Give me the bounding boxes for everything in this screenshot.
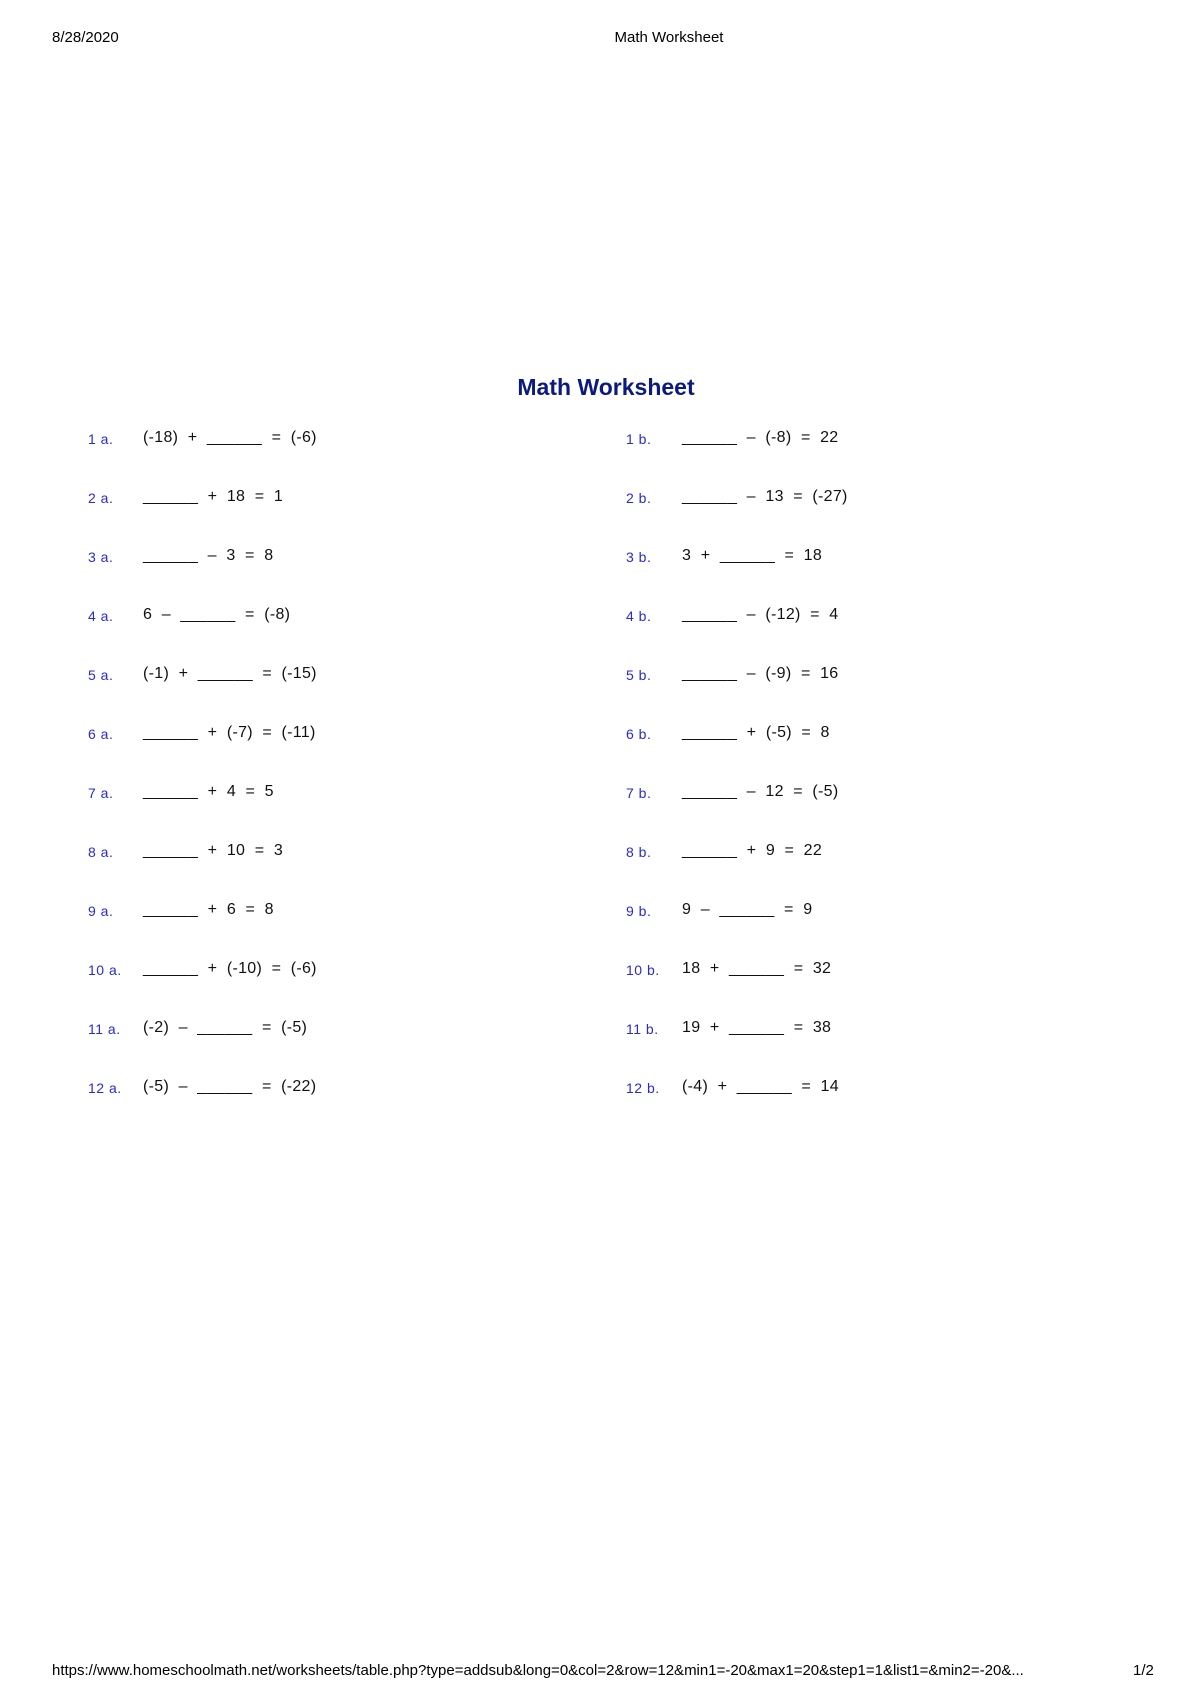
problem-row	[0, 1018, 1200, 1048]
problem-row	[0, 546, 1200, 576]
problem-number: 7 b.	[626, 785, 652, 801]
problem-number: 11 b.	[626, 1021, 659, 1037]
problem-number: 6 a.	[88, 726, 114, 742]
problem-number: 5 b.	[626, 667, 652, 683]
problem-equation: (-18) + ______ = (-6)	[143, 429, 317, 446]
problem-number: 4 b.	[626, 608, 652, 624]
problem-number: 1 a.	[88, 431, 114, 447]
problem-number: 8 a.	[88, 844, 114, 860]
problem-row	[0, 487, 1200, 517]
problem-row	[0, 900, 1200, 930]
problem-equation: 3 + ______ = 18	[682, 547, 823, 564]
problem-equation: ______ + (-5) = 8	[682, 724, 830, 741]
problem-equation: (-2) – ______ = (-5)	[143, 1019, 308, 1036]
problem-row	[0, 841, 1200, 871]
problem-number: 1 b.	[626, 431, 652, 447]
problem-equation: (-5) – ______ = (-22)	[143, 1078, 317, 1095]
problem-equation: (-1) + ______ = (-15)	[143, 665, 317, 682]
problem-number: 4 a.	[88, 608, 114, 624]
problem-row	[0, 664, 1200, 694]
print-header-title: Math Worksheet	[614, 29, 724, 46]
problem-number: 10 b.	[626, 962, 660, 978]
problem-row	[0, 782, 1200, 812]
problem-equation: ______ – (-12) = 4	[682, 606, 839, 623]
problem-number: 12 b.	[626, 1080, 660, 1096]
problem-row	[0, 605, 1200, 635]
problem-number: 9 b.	[626, 903, 652, 919]
problem-equation: ______ + 10 = 3	[143, 842, 284, 859]
print-date: 8/28/2020	[52, 29, 119, 46]
problem-equation: ______ + 6 = 8	[143, 901, 274, 918]
problem-row	[0, 1077, 1200, 1107]
problem-row	[0, 428, 1200, 458]
page-number: 1/2	[1133, 1662, 1154, 1679]
problem-number: 8 b.	[626, 844, 652, 860]
problem-number: 3 b.	[626, 549, 652, 565]
problem-equation: 9 – ______ = 9	[682, 901, 813, 918]
problem-number: 12 a.	[88, 1080, 122, 1096]
problem-equation: ______ + 9 = 22	[682, 842, 823, 859]
problem-number: 5 a.	[88, 667, 114, 683]
problem-equation: ______ – (-9) = 16	[682, 665, 839, 682]
problem-equation: ______ + (-7) = (-11)	[143, 724, 316, 741]
footer-url: https://www.homeschoolmath.net/worksheets/table.php?type=addsub&long=0&col=2&row=12&min1=-20&max1=20&step1=1&list1=&min2=-20&...	[52, 1662, 1024, 1679]
problem-number: 9 a.	[88, 903, 114, 919]
problem-equation: ______ – 12 = (-5)	[682, 783, 839, 800]
problem-equation: ______ + 18 = 1	[143, 488, 284, 505]
problem-number: 3 a.	[88, 549, 114, 565]
problem-number: 11 a.	[88, 1021, 121, 1037]
problem-equation: 18 + ______ = 32	[682, 960, 832, 977]
problem-equation: 6 – ______ = (-8)	[143, 606, 291, 623]
problem-number: 7 a.	[88, 785, 114, 801]
problem-equation: 19 + ______ = 38	[682, 1019, 832, 1036]
worksheet-title: Math Worksheet	[517, 374, 695, 400]
problem-number: 10 a.	[88, 962, 122, 978]
problem-number: 2 b.	[626, 490, 652, 506]
problem-row	[0, 959, 1200, 989]
problem-equation: ______ – (-8) = 22	[682, 429, 839, 446]
problem-row	[0, 723, 1200, 753]
problem-equation: ______ – 13 = (-27)	[682, 488, 848, 505]
problem-equation: ______ – 3 = 8	[143, 547, 274, 564]
problem-equation: (-4) + ______ = 14	[682, 1078, 839, 1095]
problem-equation: ______ + 4 = 5	[143, 783, 274, 800]
problem-number: 6 b.	[626, 726, 652, 742]
problem-number: 2 a.	[88, 490, 114, 506]
problem-equation: ______ + (-10) = (-6)	[143, 960, 317, 977]
